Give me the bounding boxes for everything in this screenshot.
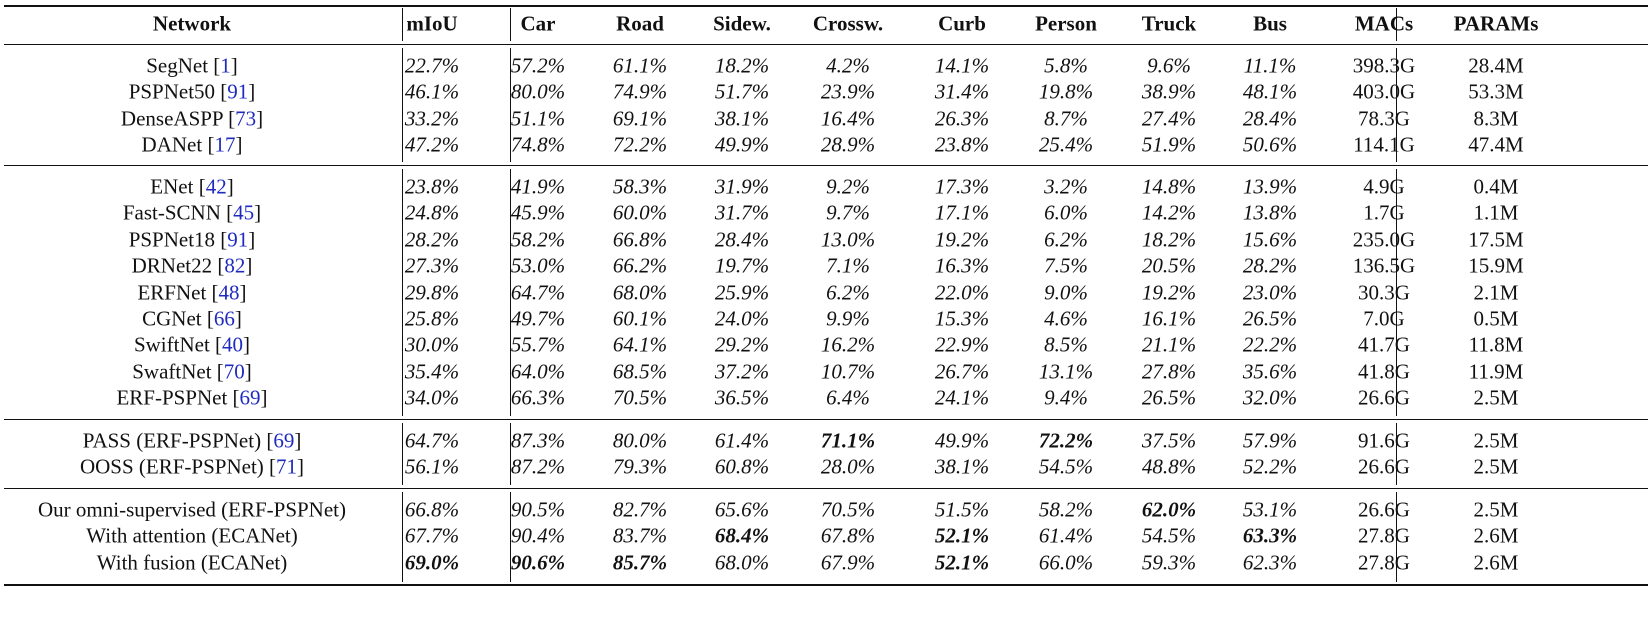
table-cell: 26.6G — [1358, 454, 1410, 479]
table-cell: 0.4M — [1473, 174, 1519, 199]
table-cell: 27.4% — [1141, 106, 1197, 131]
table-cell: 1.1M — [1473, 200, 1519, 225]
table-cell: 15.3% — [934, 306, 990, 331]
table-cell: 13.8% — [1242, 200, 1298, 225]
network-label: ERF-PSPNet [ — [116, 385, 240, 410]
table-cell: 4.6% — [1044, 306, 1088, 331]
table-cell: 5.8% — [1044, 53, 1088, 78]
table-cell: 27.3% — [404, 253, 460, 278]
table-cell: 17.5M — [1468, 227, 1524, 252]
table-cell: 27.8G — [1358, 550, 1410, 575]
table-cell: 28.9% — [820, 132, 876, 157]
table-cell: 62.0% — [1141, 497, 1197, 522]
table-cell: 9.9% — [826, 306, 870, 331]
table-cell: 79.3% — [612, 454, 668, 479]
table-cell: 52.1% — [934, 523, 990, 548]
table-cell: 28.4M — [1468, 53, 1524, 78]
table-cell: 0.5M — [1473, 306, 1519, 331]
network-label: OOSS (ERF-PSPNet) [ — [79, 454, 277, 479]
table-cell: 23.9% — [820, 79, 876, 104]
table-cell: 66.0% — [1038, 550, 1094, 575]
table-cell: 30.0% — [404, 332, 460, 357]
column-separator — [510, 8, 511, 41]
table-cell: 4.2% — [826, 53, 870, 78]
table-cell: 60.0% — [612, 200, 668, 225]
column-header: Bus — [1253, 11, 1287, 36]
citation-ref: 66 — [213, 306, 235, 331]
network-name — [86, 523, 298, 548]
column-header: Car — [520, 11, 556, 36]
citation-ref: 69 — [273, 428, 295, 453]
table-cell: 6.2% — [1044, 227, 1088, 252]
table-cell: 31.4% — [934, 79, 990, 104]
table-cell: 47.4M — [1468, 132, 1524, 157]
table-cell: 4.9G — [1363, 174, 1405, 199]
table-cell: 11.1% — [1243, 53, 1297, 78]
network-label: DenseASPP [ — [120, 106, 236, 131]
table-cell: 2.5M — [1473, 428, 1519, 453]
column-header: MACs — [1354, 11, 1414, 36]
citation-ref: 17 — [214, 132, 236, 157]
table-cell: 19.8% — [1038, 79, 1094, 104]
table-cell: 64.1% — [612, 332, 668, 357]
citation-bracket: ] — [256, 106, 264, 131]
table-cell: 60.8% — [714, 454, 770, 479]
table-cell: 28.0% — [820, 454, 876, 479]
table-cell: 33.2% — [404, 106, 460, 131]
table-cell: 235.0G — [1352, 227, 1416, 252]
table-cell: 136.5G — [1352, 253, 1416, 278]
table-cell: 69.0% — [404, 550, 460, 575]
network-name — [137, 282, 246, 303]
table-cell: 38.9% — [1141, 79, 1197, 104]
table-cell: 398.3G — [1352, 53, 1416, 78]
citation-ref: 70 — [223, 359, 245, 384]
network-name — [79, 454, 305, 479]
table-cell: 28.4% — [714, 227, 770, 252]
table-cell: 85.7% — [612, 550, 668, 575]
column-header: Road — [616, 11, 664, 36]
column-separator — [402, 169, 403, 416]
table-cell: 67.7% — [404, 523, 460, 548]
table-cell: 24.8% — [404, 200, 460, 225]
network-name — [141, 132, 243, 157]
table-cell: 2.5M — [1473, 385, 1519, 410]
table-cell: 2.5M — [1473, 454, 1519, 479]
table-cell: 46.1% — [404, 79, 460, 104]
table-cell: 23.0% — [1242, 280, 1298, 305]
network-name — [133, 332, 251, 357]
table-cell: 11.9M — [1468, 359, 1524, 384]
table-cell: 16.2% — [820, 332, 876, 357]
table-cell: 62.3% — [1242, 550, 1298, 575]
network-name — [142, 306, 242, 331]
citation-bracket: ] — [243, 332, 251, 357]
table-cell: 22.0% — [934, 280, 990, 305]
table-cell: 13.0% — [820, 227, 876, 252]
table-cell: 61.4% — [1038, 523, 1094, 548]
table-cell: 51.7% — [714, 79, 770, 104]
table-cell: 67.9% — [820, 550, 876, 575]
table-cell: 53.1% — [1242, 497, 1298, 522]
table-cell: 56.1% — [404, 454, 460, 479]
table-cell: 58.2% — [1038, 497, 1094, 522]
table-cell: 9.4% — [1044, 385, 1088, 410]
table-cell: 50.6% — [1242, 132, 1298, 157]
table-cell: 78.3G — [1358, 106, 1410, 131]
table-cell: 49.9% — [934, 428, 990, 453]
table-cell: 26.6G — [1358, 385, 1410, 410]
table-cell: 30.3G — [1358, 280, 1410, 305]
table-cell: 80.0% — [510, 79, 566, 104]
citation-ref: 45 — [233, 200, 255, 225]
table-cell: 6.4% — [826, 385, 870, 410]
table-cell: 71.1% — [820, 428, 876, 453]
column-header: Sidew. — [713, 11, 771, 36]
network-label: Fast-SCNN [ — [122, 200, 234, 225]
table-cell: 49.7% — [510, 306, 566, 331]
citation-bracket: ] — [294, 428, 302, 453]
table-cell: 49.9% — [714, 132, 770, 157]
table-cell: 13.1% — [1038, 359, 1094, 384]
network-name — [116, 385, 268, 410]
table-cell: 90.4% — [510, 523, 566, 548]
table-cell: 53.3M — [1468, 79, 1524, 104]
table-cell: 6.0% — [1044, 200, 1088, 225]
table-cell: 25.9% — [714, 280, 770, 305]
citation-ref: 91 — [227, 79, 249, 104]
citation-ref: 73 — [235, 106, 257, 131]
table-cell: 34.0% — [404, 385, 460, 410]
table-rule — [4, 165, 1648, 166]
table-cell: 6.2% — [826, 280, 870, 305]
network-label: SegNet [ — [146, 53, 221, 78]
network-label: PSPNet50 [ — [128, 79, 228, 104]
citation-bracket: ] — [245, 253, 253, 278]
table-cell: 66.2% — [612, 253, 668, 278]
table-cell: 17.3% — [934, 174, 990, 199]
network-name — [82, 428, 302, 453]
table-cell: 22.7% — [404, 53, 460, 78]
network-name — [129, 229, 256, 250]
table-cell: 13.9% — [1242, 174, 1298, 199]
table-cell: 54.5% — [1038, 454, 1094, 479]
column-header: Truck — [1141, 11, 1197, 36]
table-cell: 58.2% — [510, 227, 566, 252]
table-cell: 55.7% — [510, 332, 566, 357]
table-cell: 25.8% — [404, 306, 460, 331]
table-cell: 7.0G — [1363, 306, 1405, 331]
table-cell: 8.5% — [1044, 332, 1088, 357]
table-cell: 68.0% — [612, 280, 668, 305]
table-cell: 27.8% — [1141, 359, 1197, 384]
table-cell: 41.9% — [510, 174, 566, 199]
citation-bracket: ] — [254, 200, 262, 225]
table-cell: 45.9% — [510, 200, 566, 225]
table-cell: 14.2% — [1141, 200, 1197, 225]
table-cell: 59.3% — [1141, 550, 1197, 575]
citation-bracket: ] — [297, 454, 305, 479]
table-rule — [4, 5, 1648, 7]
table-cell: 2.5M — [1473, 497, 1519, 522]
table-cell: 19.2% — [934, 227, 990, 252]
network-label: ERFNet [ — [137, 280, 219, 305]
table-cell: 9.6% — [1147, 53, 1191, 78]
table-cell: 70.5% — [820, 497, 876, 522]
network-label: CGNet [ — [142, 306, 214, 331]
table-cell: 53.0% — [510, 253, 566, 278]
table-cell: 2.6M — [1473, 523, 1519, 548]
table-cell: 64.7% — [510, 280, 566, 305]
table-cell: 57.9% — [1242, 428, 1298, 453]
table-cell: 28.2% — [1242, 253, 1298, 278]
table-cell: 29.2% — [714, 332, 770, 357]
table-cell: 64.0% — [510, 359, 566, 384]
table-cell: 74.8% — [510, 132, 566, 157]
network-label: With fusion (ECANet) — [96, 550, 288, 575]
table-cell: 66.8% — [612, 227, 668, 252]
network-name — [38, 497, 346, 522]
column-header: PARAMs — [1453, 11, 1539, 36]
table-cell: 68.5% — [612, 359, 668, 384]
table-cell: 3.2% — [1044, 174, 1088, 199]
table-cell: 90.5% — [510, 497, 566, 522]
table-cell: 47.2% — [404, 132, 460, 157]
table-cell: 19.2% — [1141, 280, 1197, 305]
table-cell: 16.4% — [820, 106, 876, 131]
table-cell: 1.7G — [1363, 200, 1405, 225]
table-cell: 91.6G — [1358, 428, 1410, 453]
column-header: Curb — [938, 11, 986, 36]
citation-ref: 69 — [239, 385, 261, 410]
network-label: SwiftNet [ — [133, 332, 223, 357]
citation-ref: 42 — [205, 174, 227, 199]
table-cell: 9.0% — [1044, 280, 1088, 305]
table-cell: 63.3% — [1242, 523, 1298, 548]
network-name — [121, 108, 263, 129]
table-cell: 26.3% — [934, 106, 990, 131]
table-cell: 114.1G — [1353, 132, 1415, 157]
table-cell: 51.9% — [1141, 132, 1197, 157]
table-cell: 29.8% — [404, 280, 460, 305]
column-separator — [402, 8, 403, 41]
table-cell: 36.5% — [714, 385, 770, 410]
table-cell: 31.7% — [714, 200, 770, 225]
citation-ref: 91 — [227, 227, 249, 252]
table-cell: 7.5% — [1044, 253, 1088, 278]
table-cell: 58.3% — [612, 174, 668, 199]
table-cell: 66.3% — [510, 385, 566, 410]
citation-ref: 71 — [276, 454, 298, 479]
table-cell: 37.5% — [1141, 428, 1197, 453]
network-label: PSPNet18 [ — [128, 227, 228, 252]
network-name — [150, 174, 234, 199]
table-cell: 65.6% — [714, 497, 770, 522]
table-cell: 54.5% — [1141, 523, 1197, 548]
column-header: Crossw. — [812, 11, 884, 36]
table-cell: 9.2% — [826, 174, 870, 199]
network-label: Our omni-supervised (ERF-PSPNet) — [38, 497, 346, 522]
table-cell: 25.4% — [1038, 132, 1094, 157]
table-cell: 80.0% — [612, 428, 668, 453]
table-cell: 82.7% — [612, 497, 668, 522]
citation-bracket: ] — [248, 79, 256, 104]
table-cell: 8.7% — [1044, 106, 1088, 131]
table-cell: 24.0% — [714, 306, 770, 331]
table-cell: 72.2% — [1038, 428, 1094, 453]
column-separator — [402, 48, 403, 162]
table-cell: 38.1% — [934, 454, 990, 479]
citation-ref: 1 — [220, 53, 231, 78]
table-cell: 23.8% — [934, 132, 990, 157]
table-cell: 10.7% — [820, 359, 876, 384]
table-cell: 18.2% — [714, 53, 770, 78]
table-cell: 21.1% — [1141, 332, 1197, 357]
column-separator — [402, 492, 403, 582]
table-rule — [4, 44, 1648, 45]
table-cell: 15.9M — [1468, 253, 1524, 278]
network-name — [97, 552, 287, 573]
table-cell: 27.8G — [1358, 523, 1410, 548]
table-cell: 38.1% — [714, 106, 770, 131]
table-cell: 61.1% — [612, 53, 668, 78]
table-cell: 67.8% — [820, 523, 876, 548]
citation-bracket: ] — [248, 227, 256, 252]
table-cell: 68.0% — [714, 550, 770, 575]
table-cell: 69.1% — [612, 106, 668, 131]
network-name — [128, 79, 256, 104]
table-cell: 60.1% — [612, 306, 668, 331]
table-cell: 51.1% — [510, 106, 566, 131]
table-cell: 83.7% — [612, 523, 668, 548]
citation-bracket: ] — [239, 280, 247, 305]
table-cell: 61.4% — [714, 428, 770, 453]
table-cell: 52.1% — [934, 550, 990, 575]
table-cell: 64.7% — [404, 428, 460, 453]
citation-bracket: ] — [244, 359, 252, 384]
table-cell: 403.0G — [1352, 79, 1416, 104]
table-cell: 28.2% — [404, 227, 460, 252]
table-cell: 14.8% — [1141, 174, 1197, 199]
table-cell: 90.6% — [510, 550, 566, 575]
column-header: mIoU — [406, 11, 458, 36]
column-header: Person — [1035, 11, 1097, 36]
table-cell: 31.9% — [714, 174, 770, 199]
table-cell: 35.4% — [404, 359, 460, 384]
network-label: ENet [ — [150, 174, 206, 199]
table-cell: 2.6M — [1473, 550, 1519, 575]
table-rule — [4, 419, 1648, 420]
citation-bracket: ] — [235, 132, 243, 157]
table-cell: 48.8% — [1141, 454, 1197, 479]
citation-ref: 40 — [222, 332, 244, 357]
table-cell: 57.2% — [510, 53, 566, 78]
table-cell: 18.2% — [1141, 227, 1197, 252]
table-cell: 19.7% — [714, 253, 770, 278]
citation-ref: 82 — [224, 253, 246, 278]
network-name — [122, 200, 262, 225]
citation-bracket: ] — [230, 53, 238, 78]
table-cell: 66.8% — [404, 497, 460, 522]
table-cell: 48.1% — [1242, 79, 1298, 104]
table-cell: 16.3% — [934, 253, 990, 278]
table-cell: 9.7% — [826, 200, 870, 225]
table-cell: 2.1M — [1473, 280, 1519, 305]
table-cell: 8.3M — [1473, 106, 1519, 131]
table-cell: 11.8M — [1468, 332, 1524, 357]
table-cell: 37.2% — [714, 359, 770, 384]
network-name — [132, 361, 252, 382]
network-label: DRNet22 [ — [131, 253, 225, 278]
citation-bracket: ] — [226, 174, 234, 199]
table-cell: 7.1% — [826, 253, 870, 278]
network-label: With attention (ECANet) — [86, 523, 298, 548]
table-cell: 26.6G — [1358, 497, 1410, 522]
table-cell: 15.6% — [1242, 227, 1298, 252]
table-cell: 16.1% — [1141, 306, 1197, 331]
table-cell: 68.4% — [714, 523, 770, 548]
table-cell: 35.6% — [1242, 359, 1298, 384]
citation-bracket: ] — [260, 385, 268, 410]
table-cell: 51.5% — [934, 497, 990, 522]
column-separator — [402, 423, 403, 485]
table-cell: 52.2% — [1242, 454, 1298, 479]
table-cell: 22.2% — [1242, 332, 1298, 357]
table-cell: 41.7G — [1358, 332, 1410, 357]
table-cell: 41.8G — [1358, 359, 1410, 384]
column-header: Network — [152, 11, 232, 36]
table-cell: 74.9% — [612, 79, 668, 104]
table-cell: 72.2% — [612, 132, 668, 157]
table-rule — [4, 488, 1648, 489]
network-label: PASS (ERF-PSPNet) [ — [82, 428, 274, 453]
table-cell: 14.1% — [934, 53, 990, 78]
table-cell: 70.5% — [612, 385, 668, 410]
table-cell: 87.2% — [510, 454, 566, 479]
table-cell: 26.5% — [1242, 306, 1298, 331]
table-rule — [4, 584, 1648, 586]
table-cell: 20.5% — [1141, 253, 1197, 278]
citation-ref: 48 — [218, 280, 240, 305]
network-label: SwaftNet [ — [132, 359, 224, 384]
table-cell: 22.9% — [934, 332, 990, 357]
table-cell: 28.4% — [1242, 106, 1298, 131]
network-name — [131, 253, 253, 278]
table-cell: 24.1% — [934, 385, 990, 410]
citation-bracket: ] — [234, 306, 242, 331]
table-cell: 23.8% — [404, 174, 460, 199]
table-cell: 17.1% — [934, 200, 990, 225]
table-cell: 87.3% — [510, 428, 566, 453]
table-cell: 26.5% — [1141, 385, 1197, 410]
table-cell: 32.0% — [1242, 385, 1298, 410]
network-name — [146, 53, 238, 78]
network-label: DANet [ — [141, 132, 215, 157]
table-cell: 26.7% — [934, 359, 990, 384]
